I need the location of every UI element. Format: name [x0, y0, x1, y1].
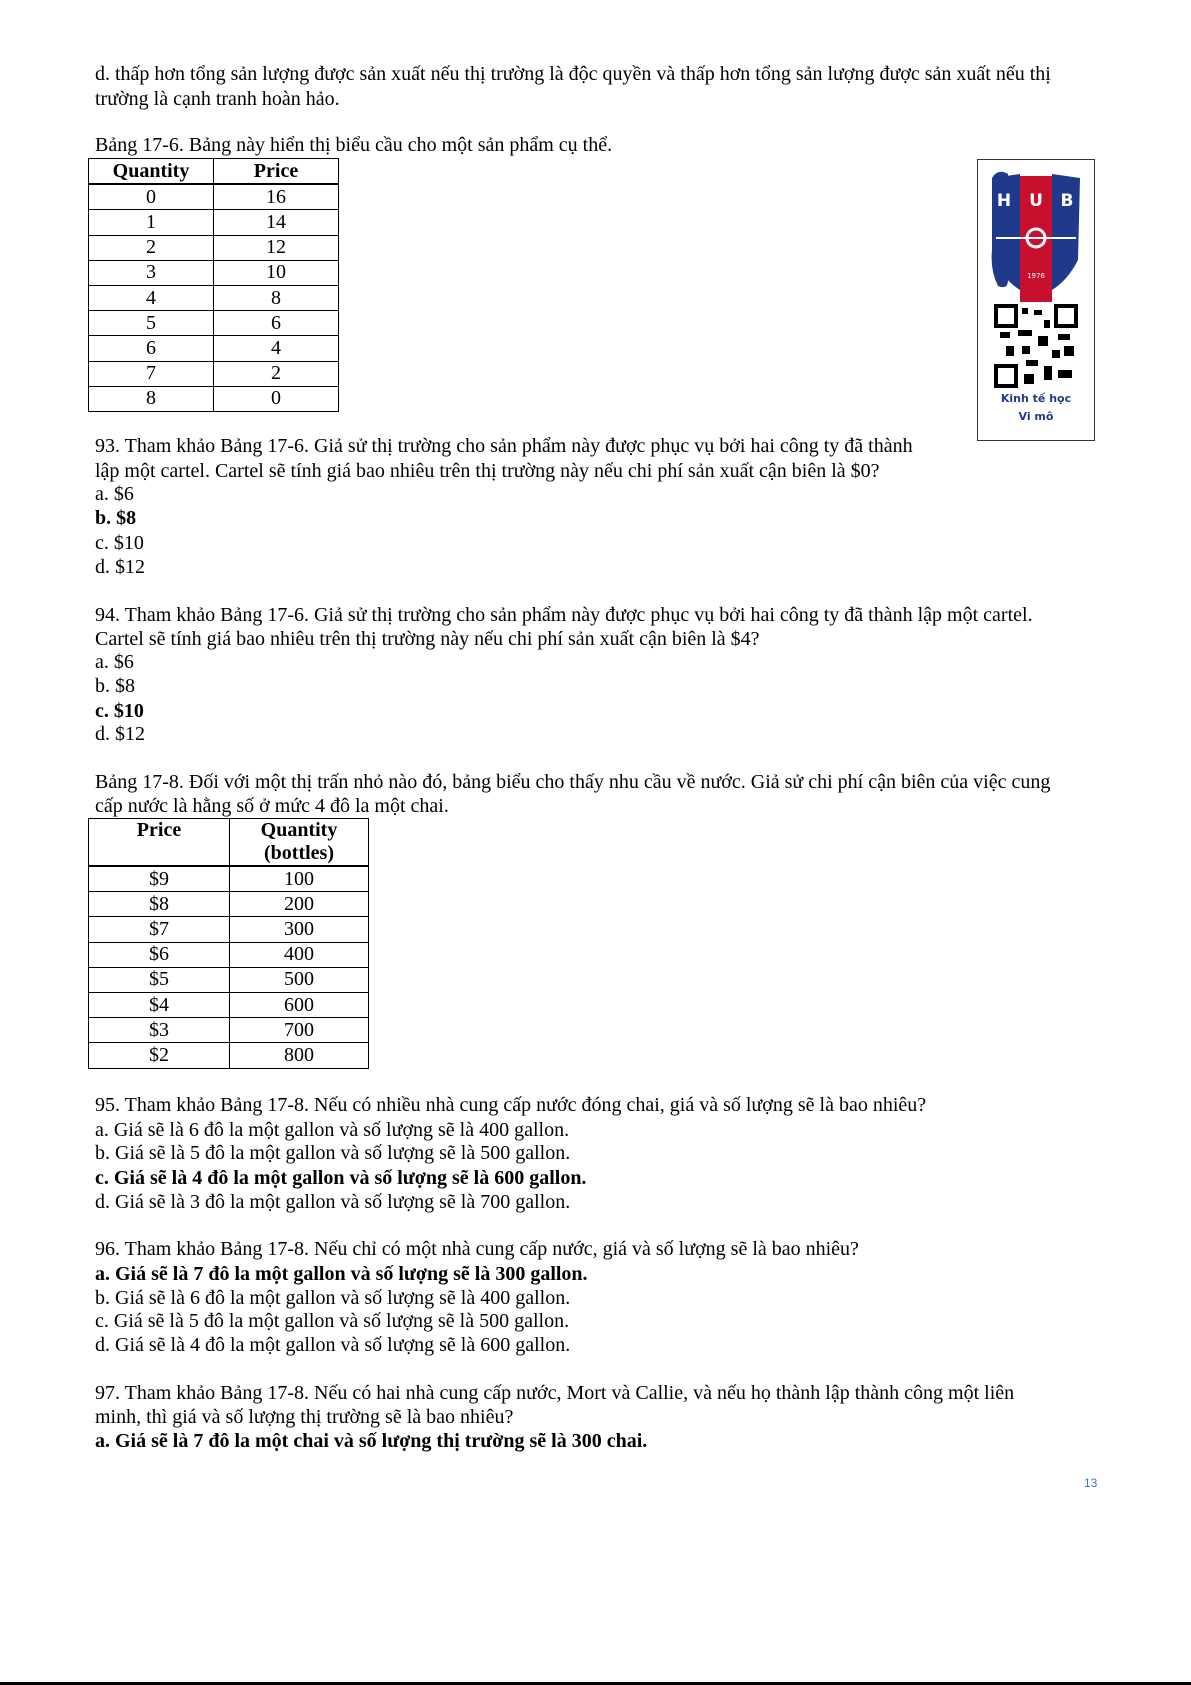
- header-price: Price: [89, 819, 230, 867]
- table-cell: 400: [230, 942, 369, 967]
- table-cell: 6: [214, 311, 339, 336]
- table-cell: 2: [214, 361, 339, 386]
- table1-caption: Bảng 17-6. Bảng này hiển thị biểu cầu cho một sản phẩm cụ thể.: [95, 134, 613, 156]
- svg-text:U: U: [1029, 191, 1043, 211]
- table-row: [89, 184, 339, 210]
- table-cell: $8: [89, 892, 230, 917]
- qr-code-icon: [996, 306, 1076, 386]
- table-row: [89, 1043, 369, 1068]
- table-cell: $2: [89, 1043, 230, 1068]
- table-cell: 0: [214, 386, 339, 411]
- hub-shield-logo: [978, 160, 1094, 390]
- table-cell: 0: [89, 184, 214, 210]
- q96-option: c. Giá sẽ là 5 đô la một gallon và số lượng sẽ là 500 gallon.: [95, 1310, 570, 1332]
- q95-option: a. Giá sẽ là 6 đô la một gallon và số lượng sẽ là 400 gallon.: [95, 1119, 570, 1141]
- table-cell: 10: [214, 260, 339, 285]
- table-row: [89, 1018, 369, 1043]
- header-quantity: Quantity: [89, 159, 214, 185]
- q94-option: b. $8: [95, 675, 135, 697]
- svg-text:1976: 1976: [1027, 272, 1045, 280]
- table-cell: 14: [214, 210, 339, 235]
- table-row: [89, 260, 339, 285]
- intro-option-line: trường là cạnh tranh hoàn hảo.: [95, 88, 340, 110]
- q94-option-correct: c. $10: [95, 700, 144, 722]
- table-cell: $4: [89, 992, 230, 1017]
- svg-text:B: B: [1060, 191, 1074, 211]
- q94-option: a. $6: [95, 651, 134, 673]
- table-cell: 16: [214, 184, 339, 210]
- q95-option: b. Giá sẽ là 5 đô la một gallon và số lượng sẽ là 500 gallon.: [95, 1142, 571, 1164]
- table-row: [89, 235, 339, 260]
- table-cell: 8: [89, 386, 214, 411]
- q94-question-text: 94. Tham khảo Bảng 17-6. Giả sử thị trường cho sản phẩm này được phục vụ bởi hai công ty đã thành lập một cartel.: [95, 604, 1033, 626]
- table-cell: 5: [89, 311, 214, 336]
- table-cell: 600: [230, 992, 369, 1017]
- q93-option: d. $12: [95, 556, 145, 578]
- svg-text:H: H: [996, 191, 1012, 211]
- demand-table-17-6: [88, 158, 339, 412]
- q97-option-correct: a. Giá sẽ là 7 đô la một chai và số lượng thị trường sẽ là 300 chai.: [95, 1430, 648, 1452]
- header-unit-label: (bottles): [264, 842, 334, 864]
- page-number: 13: [1084, 1476, 1098, 1490]
- table-cell: 2: [89, 235, 214, 260]
- table-row: [89, 892, 369, 917]
- table-row: [89, 942, 369, 967]
- table-cell: 8: [214, 285, 339, 310]
- table-row: [89, 336, 339, 361]
- table-cell: $3: [89, 1018, 230, 1043]
- q93-question-text: 93. Tham khảo Bảng 17-6. Giả sử thị trường cho sản phẩm này được phục vụ bởi hai công ty đã thành: [95, 435, 913, 457]
- q94-question-text: Cartel sẽ tính giá bao nhiêu trên thị trường này nếu chi phí sản xuất cận biên là $4?: [95, 628, 760, 650]
- table2-caption-line: Bảng 17-8. Đối với một thị trấn nhỏ nào đó, bảng biểu cho thấy nhu cầu về nước. Giả sử chi phí cận biên của việc cung: [95, 771, 1051, 793]
- table-row: [89, 311, 339, 336]
- table-cell: $9: [89, 866, 230, 892]
- q96-option-correct: a. Giá sẽ là 7 đô la một gallon và số lượng sẽ là 300 gallon.: [95, 1263, 588, 1285]
- water-demand-table-17-8: [88, 818, 369, 1069]
- table-cell: $5: [89, 967, 230, 992]
- table-cell: $7: [89, 917, 230, 942]
- q93-option-correct: b. $8: [95, 507, 137, 529]
- table-row: [89, 210, 339, 235]
- q96-option: d. Giá sẽ là 4 đô la một gallon và số lượng sẽ là 600 gallon.: [95, 1334, 571, 1356]
- header-price: Price: [214, 159, 339, 185]
- table-row: [89, 992, 369, 1017]
- q95-option-correct: c. Giá sẽ là 4 đô la một gallon và số lượng sẽ là 600 gallon.: [95, 1167, 587, 1189]
- header-quantity-bottles: [230, 819, 369, 867]
- table-cell: 7: [89, 361, 214, 386]
- table-cell: 4: [89, 285, 214, 310]
- table-cell: 4: [214, 336, 339, 361]
- table-cell: 800: [230, 1043, 369, 1068]
- table-cell: 200: [230, 892, 369, 917]
- table-row: [89, 386, 339, 411]
- table-row: [89, 866, 369, 892]
- table2-caption-line: cấp nước là hằng số ở mức 4 đô la một chai.: [95, 795, 449, 817]
- table-cell: 12: [214, 235, 339, 260]
- header-quantity-label: Quantity: [260, 819, 338, 841]
- table-cell: 300: [230, 917, 369, 942]
- q93-option: c. $10: [95, 532, 144, 554]
- q97-question-text: 97. Tham khảo Bảng 17-8. Nếu có hai nhà cung cấp nước, Mort và Callie, và nếu họ thành lập thành công một liên: [95, 1382, 1015, 1404]
- q95-option: d. Giá sẽ là 3 đô la một gallon và số lượng sẽ là 700 gallon.: [95, 1191, 571, 1213]
- table-cell: 1: [89, 210, 214, 235]
- table-cell: 100: [230, 866, 369, 892]
- table-cell: 500: [230, 967, 369, 992]
- table-row: [89, 917, 369, 942]
- table-row: [89, 361, 339, 386]
- q97-question-text: minh, thì giá và số lượng thị trường sẽ là bao nhiêu?: [95, 1406, 514, 1428]
- q96-question-text: 96. Tham khảo Bảng 17-8. Nếu chỉ có một nhà cung cấp nước, giá và số lượng sẽ là bao nhiêu?: [95, 1238, 859, 1260]
- table-cell: 6: [89, 336, 214, 361]
- logo-caption-line2: Vi mô: [1018, 410, 1054, 423]
- table-cell: $6: [89, 942, 230, 967]
- intro-option-line: d. thấp hơn tổng sản lượng được sản xuất nếu thị trường là độc quyền và thấp hơn tổng sản lượng được sản xuất nếu thị: [95, 63, 1051, 85]
- q95-question-text: 95. Tham khảo Bảng 17-8. Nếu có nhiều nhà cung cấp nước đóng chai, giá và số lượng sẽ là bao nhiêu?: [95, 1094, 927, 1116]
- q93-option: a. $6: [95, 483, 134, 505]
- logo-caption-line1: Kinh tế học: [1000, 392, 1072, 405]
- table-cell: 700: [230, 1018, 369, 1043]
- table-row: [89, 967, 369, 992]
- hub-logo-qr-card: [977, 159, 1095, 441]
- table-cell: 3: [89, 260, 214, 285]
- q96-option: b. Giá sẽ là 6 đô la một gallon và số lượng sẽ là 400 gallon.: [95, 1287, 571, 1309]
- q93-question-text: lập một cartel. Cartel sẽ tính giá bao nhiêu trên thị trường này nếu chi phí sản xuất cận biên là $0?: [95, 460, 880, 482]
- table-row: [89, 285, 339, 310]
- q94-option: d. $12: [95, 723, 145, 745]
